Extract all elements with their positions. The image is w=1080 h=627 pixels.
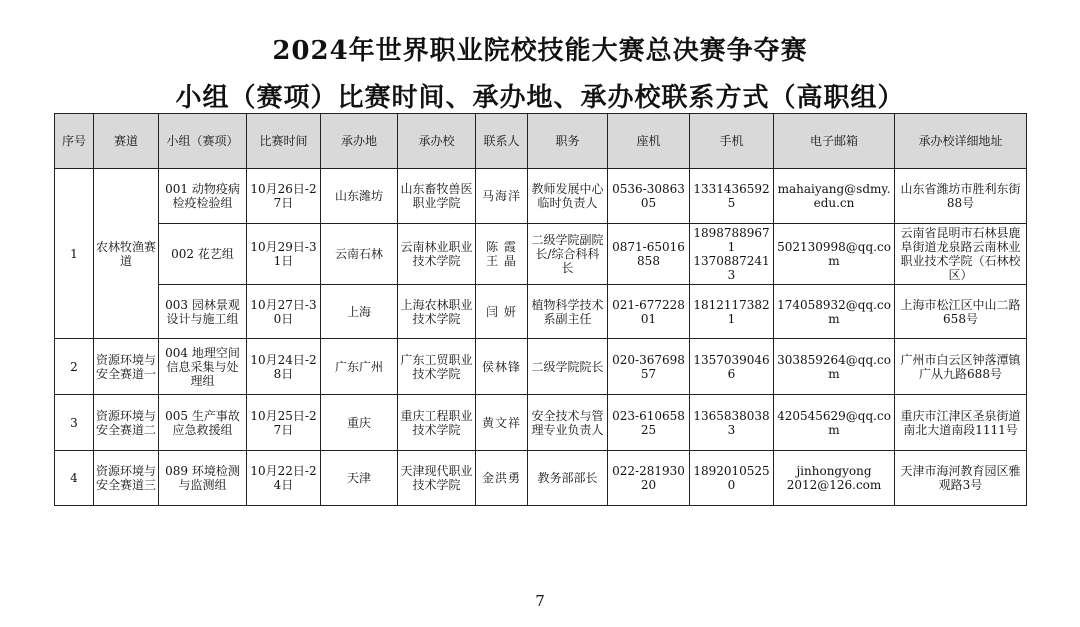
contact-cell: 闫 妍 [476, 285, 528, 339]
group-cell: 089 环境检测与监测组 [159, 451, 247, 506]
table-row [55, 395, 1027, 451]
table-header-row [55, 114, 1027, 169]
email-cell: 303859264@qq.com [774, 339, 895, 395]
place-cell: 云南石林 [321, 224, 398, 285]
contact-cell: 黄文祥 [476, 395, 528, 451]
address-cell: 上海市松江区中山二路658号 [895, 285, 1027, 339]
address-cell: 山东省潍坊市胜利东街88号 [895, 169, 1027, 224]
group-cell: 001 动物疫病检疫检验组 [159, 169, 247, 224]
table-row [55, 339, 1027, 395]
phone-cell: 021-67722801 [608, 285, 690, 339]
address-cell: 天津市海河教育园区雅观路3号 [895, 451, 1027, 506]
table-row [55, 451, 1027, 506]
contact-cell: 金洪勇 [476, 451, 528, 506]
position-cell: 植物科学技术系副主任 [528, 285, 608, 339]
contact-cell: 陈 霞 王 晶 [476, 224, 528, 285]
track-cell: 资源环境与安全赛道三 [94, 451, 159, 506]
email-cell: mahaiyang@sdmy.edu.cn [774, 169, 895, 224]
time-cell: 10月29日-31日 [247, 224, 321, 285]
table-body [55, 169, 1027, 506]
group-cell: 003 园林景观设计与施工组 [159, 285, 247, 339]
position-cell: 二级学院院长 [528, 339, 608, 395]
title-line-2: 小组（赛项）比赛时间、承办地、承办校联系方式（高职组） [175, 83, 905, 113]
mobile-cell: 18987889671 13708872413 [690, 224, 774, 285]
address-cell: 广州市白云区钟落潭镇广从九路688号 [895, 339, 1027, 395]
school-cell: 天津现代职业技术学院 [398, 451, 476, 506]
table-row [55, 285, 1027, 339]
place-cell: 山东潍坊 [321, 169, 398, 224]
header-cell: 承办校详细地址 [895, 114, 1027, 169]
title-line-1: 2024年世界职业院校技能大赛总决赛争夺赛 [272, 36, 808, 66]
position-cell: 教务部部长 [528, 451, 608, 506]
position-cell: 二级学院副院长/综合科科长 [528, 224, 608, 285]
phone-cell: 020-36769857 [608, 339, 690, 395]
table-row [55, 169, 1027, 224]
time-cell: 10月24日-28日 [247, 339, 321, 395]
email-cell: jinhongyong 2012@126.com [774, 451, 895, 506]
track-cell: 资源环境与安全赛道一 [94, 339, 159, 395]
school-cell: 广东工贸职业技术学院 [398, 339, 476, 395]
contact-cell: 侯林锋 [476, 339, 528, 395]
email-cell: 420545629@qq.com [774, 395, 895, 451]
page-number: 7 [535, 592, 545, 610]
mobile-cell: 13314365925 [690, 169, 774, 224]
table-row [55, 224, 1027, 285]
header-cell: 手机 [690, 114, 774, 169]
track-cell: 农林牧渔赛道 [94, 169, 159, 339]
header-cell: 赛道 [94, 114, 159, 169]
school-cell: 上海农林职业技术学院 [398, 285, 476, 339]
phone-cell: 022-28193020 [608, 451, 690, 506]
school-cell: 重庆工程职业技术学院 [398, 395, 476, 451]
time-cell: 10月27日-30日 [247, 285, 321, 339]
place-cell: 重庆 [321, 395, 398, 451]
mobile-cell: 13570390466 [690, 339, 774, 395]
header-cell: 小组（赛项） [159, 114, 247, 169]
place-cell: 广东广州 [321, 339, 398, 395]
place-cell: 天津 [321, 451, 398, 506]
header-cell: 电子邮箱 [774, 114, 895, 169]
contact-cell: 马海洋 [476, 169, 528, 224]
position-cell: 教师发展中心临时负责人 [528, 169, 608, 224]
time-cell: 10月22日-24日 [247, 451, 321, 506]
phone-cell: 023-61065825 [608, 395, 690, 451]
contact-table [54, 113, 1027, 506]
serial-number-cell: 2 [55, 339, 94, 395]
school-cell: 山东畜牧兽医职业学院 [398, 169, 476, 224]
header-cell: 座机 [608, 114, 690, 169]
address-cell: 云南省昆明市石林县鹿阜街道龙泉路云南林业职业技术学院（石林校区） [895, 224, 1027, 285]
group-cell: 004 地理空间信息采集与处理组 [159, 339, 247, 395]
email-cell: 174058932@qq.com [774, 285, 895, 339]
serial-number-cell: 4 [55, 451, 94, 506]
phone-cell: 0871-65016858 [608, 224, 690, 285]
serial-number-cell: 3 [55, 395, 94, 451]
school-cell: 云南林业职业技术学院 [398, 224, 476, 285]
header-cell: 承办地 [321, 114, 398, 169]
time-cell: 10月26日-27日 [247, 169, 321, 224]
time-cell: 10月25日-27日 [247, 395, 321, 451]
place-cell: 上海 [321, 285, 398, 339]
mobile-cell: 13658380383 [690, 395, 774, 451]
mobile-cell: 18121173821 [690, 285, 774, 339]
header-cell: 比赛时间 [247, 114, 321, 169]
header-cell: 序号 [55, 114, 94, 169]
address-cell: 重庆市江津区圣泉街道南北大道南段1111号 [895, 395, 1027, 451]
header-cell: 联系人 [476, 114, 528, 169]
mobile-cell: 18920105250 [690, 451, 774, 506]
group-cell: 002 花艺组 [159, 224, 247, 285]
serial-number-cell: 1 [55, 169, 94, 339]
header-cell: 承办校 [398, 114, 476, 169]
phone-cell: 0536-3086305 [608, 169, 690, 224]
email-cell: 502130998@qq.com [774, 224, 895, 285]
position-cell: 安全技术与管理专业负责人 [528, 395, 608, 451]
track-cell: 资源环境与安全赛道二 [94, 395, 159, 451]
header-cell: 职务 [528, 114, 608, 169]
group-cell: 005 生产事故应急救援组 [159, 395, 247, 451]
